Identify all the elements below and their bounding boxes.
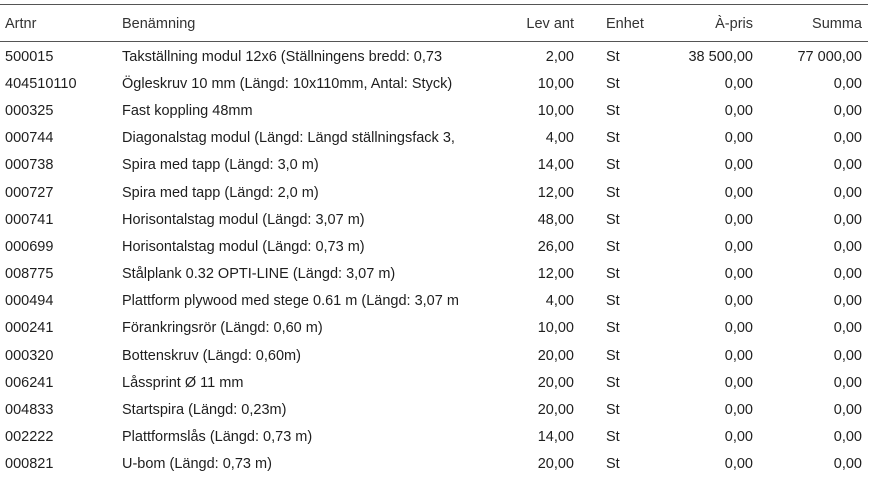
cell-unit-price: 0,00 — [724, 293, 753, 310]
cell-total: 0,00 — [833, 293, 862, 310]
cell-unit-price: 0,00 — [724, 211, 753, 228]
cell-article: 000727 — [5, 184, 54, 201]
cell-total: 0,00 — [833, 374, 862, 391]
column-header-unit: Enhet — [606, 16, 644, 32]
cell-quantity: 10,00 — [537, 75, 574, 92]
cell-name: Stålplank 0.32 OPTI-LINE (Längd: 3,07 m) — [122, 266, 396, 283]
cell-unit-price: 38 500,00 — [688, 48, 753, 65]
table-row — [0, 206, 868, 233]
cell-article: 404510110 — [5, 75, 77, 92]
cell-name: Diagonalstag modul (Längd: Längd ställningsfack 3, — [122, 130, 455, 147]
cell-quantity: 12,00 — [537, 266, 574, 283]
table-row — [0, 70, 868, 97]
cell-total: 0,00 — [833, 75, 862, 92]
cell-name: Startspira (Längd: 0,23m) — [122, 402, 287, 419]
cell-total: 0,00 — [833, 102, 862, 119]
top-rule — [0, 4, 868, 5]
cell-total: 0,00 — [833, 211, 862, 228]
cell-unit: St — [606, 102, 620, 119]
cell-unit-price: 0,00 — [724, 102, 753, 119]
column-header-quantity: Lev ant — [526, 16, 574, 32]
cell-unit-price: 0,00 — [724, 320, 753, 337]
table-row — [0, 315, 868, 342]
cell-unit-price: 0,00 — [724, 402, 753, 419]
cell-quantity: 2,00 — [545, 48, 574, 65]
cell-name: Låssprint Ø 11 mm — [122, 374, 244, 391]
cell-article: 000744 — [5, 130, 54, 147]
cell-article: 000320 — [5, 347, 54, 364]
cell-name: Plattformslås (Längd: 0,73 m) — [122, 429, 313, 446]
column-header-unit-price: À-pris — [715, 16, 753, 32]
cell-unit: St — [606, 48, 620, 65]
cell-quantity: 48,00 — [537, 211, 574, 228]
cell-unit: St — [606, 293, 620, 310]
cell-quantity: 12,00 — [537, 184, 574, 201]
cell-article: 500015 — [5, 48, 54, 65]
table-body — [0, 41, 868, 478]
cell-quantity: 20,00 — [537, 402, 574, 419]
column-header-name: Benämning — [122, 16, 196, 32]
cell-total: 0,00 — [833, 347, 862, 364]
cell-article: 004833 — [5, 402, 54, 419]
cell-article: 000325 — [5, 102, 54, 119]
cell-unit: St — [606, 75, 620, 92]
table-row — [0, 451, 868, 478]
table-row — [0, 41, 868, 70]
table-row — [0, 179, 868, 206]
cell-total: 0,00 — [833, 157, 862, 174]
cell-quantity: 10,00 — [537, 320, 574, 337]
cell-name: Bottenskruv (Längd: 0,60m) — [122, 347, 301, 364]
cell-total: 0,00 — [833, 238, 862, 255]
cell-name: Spira med tapp (Längd: 3,0 m) — [122, 157, 319, 174]
cell-total: 0,00 — [833, 456, 862, 473]
cell-total: 0,00 — [833, 320, 862, 337]
cell-unit-price: 0,00 — [724, 429, 753, 446]
cell-unit-price: 0,00 — [724, 157, 753, 174]
cell-quantity: 20,00 — [537, 374, 574, 391]
cell-quantity: 14,00 — [537, 429, 574, 446]
cell-unit-price: 0,00 — [724, 347, 753, 364]
cell-quantity: 4,00 — [545, 293, 574, 310]
table-row — [0, 396, 868, 423]
cell-article: 000821 — [5, 456, 54, 473]
cell-total: 0,00 — [833, 266, 862, 283]
cell-unit: St — [606, 130, 620, 147]
cell-total: 0,00 — [833, 184, 862, 201]
table-row — [0, 342, 868, 369]
cell-article: 000699 — [5, 238, 54, 255]
cell-article: 006241 — [5, 374, 54, 391]
cell-article: 000738 — [5, 157, 54, 174]
cell-total: 0,00 — [833, 429, 862, 446]
cell-unit-price: 0,00 — [724, 266, 753, 283]
cell-name: Förankringsrör (Längd: 0,60 m) — [122, 320, 323, 337]
cell-unit-price: 0,00 — [724, 238, 753, 255]
cell-quantity: 4,00 — [545, 130, 574, 147]
table-row — [0, 233, 868, 260]
cell-article: 000241 — [5, 320, 54, 337]
cell-unit-price: 0,00 — [724, 456, 753, 473]
table-header — [0, 7, 868, 41]
table-row — [0, 288, 868, 315]
cell-unit-price: 0,00 — [724, 75, 753, 92]
cell-unit: St — [606, 157, 620, 174]
cell-unit: St — [606, 238, 620, 255]
cell-quantity: 20,00 — [537, 347, 574, 364]
table-row — [0, 125, 868, 152]
cell-name: Horisontalstag modul (Längd: 3,07 m) — [122, 211, 365, 228]
cell-article: 000494 — [5, 293, 54, 310]
cell-unit: St — [606, 320, 620, 337]
cell-unit: St — [606, 184, 620, 201]
cell-unit: St — [606, 456, 620, 473]
cell-name: U-bom (Längd: 0,73 m) — [122, 456, 272, 473]
cell-quantity: 14,00 — [537, 157, 574, 174]
cell-total: 77 000,00 — [797, 48, 862, 65]
cell-unit-price: 0,00 — [724, 130, 753, 147]
cell-article: 008775 — [5, 266, 54, 283]
cell-unit: St — [606, 347, 620, 364]
cell-name: Takställning modul 12x6 (Ställningens bredd: 0,73 — [122, 48, 443, 65]
header-row — [0, 7, 868, 41]
cell-unit: St — [606, 211, 620, 228]
cell-total: 0,00 — [833, 130, 862, 147]
cell-name: Plattform plywood med stege 0.61 m (Längd: 3,07 m — [122, 293, 459, 310]
cell-name: Horisontalstag modul (Längd: 0,73 m) — [122, 238, 365, 255]
table-row — [0, 152, 868, 179]
table-row — [0, 424, 868, 451]
cell-unit-price: 0,00 — [724, 184, 753, 201]
cell-unit: St — [606, 402, 620, 419]
column-header-article: Artnr — [5, 16, 37, 32]
cell-quantity: 20,00 — [537, 456, 574, 473]
cell-quantity: 26,00 — [537, 238, 574, 255]
cell-article: 000741 — [5, 211, 54, 228]
table-row — [0, 369, 868, 396]
cell-unit-price: 0,00 — [724, 374, 753, 391]
column-header-total: Summa — [812, 16, 862, 32]
cell-total: 0,00 — [833, 402, 862, 419]
cell-unit: St — [606, 374, 620, 391]
table-row — [0, 261, 868, 288]
cell-name: Fast koppling 48mm — [122, 102, 253, 119]
cell-name: Ögleskruv 10 mm (Längd: 10x110mm, Antal: Styck) — [122, 75, 453, 92]
order-lines-table — [0, 7, 868, 478]
cell-article: 002222 — [5, 429, 54, 446]
cell-quantity: 10,00 — [537, 102, 574, 119]
cell-unit: St — [606, 429, 620, 446]
table-row — [0, 97, 868, 124]
cell-unit: St — [606, 266, 620, 283]
cell-name: Spira med tapp (Längd: 2,0 m) — [122, 184, 319, 201]
